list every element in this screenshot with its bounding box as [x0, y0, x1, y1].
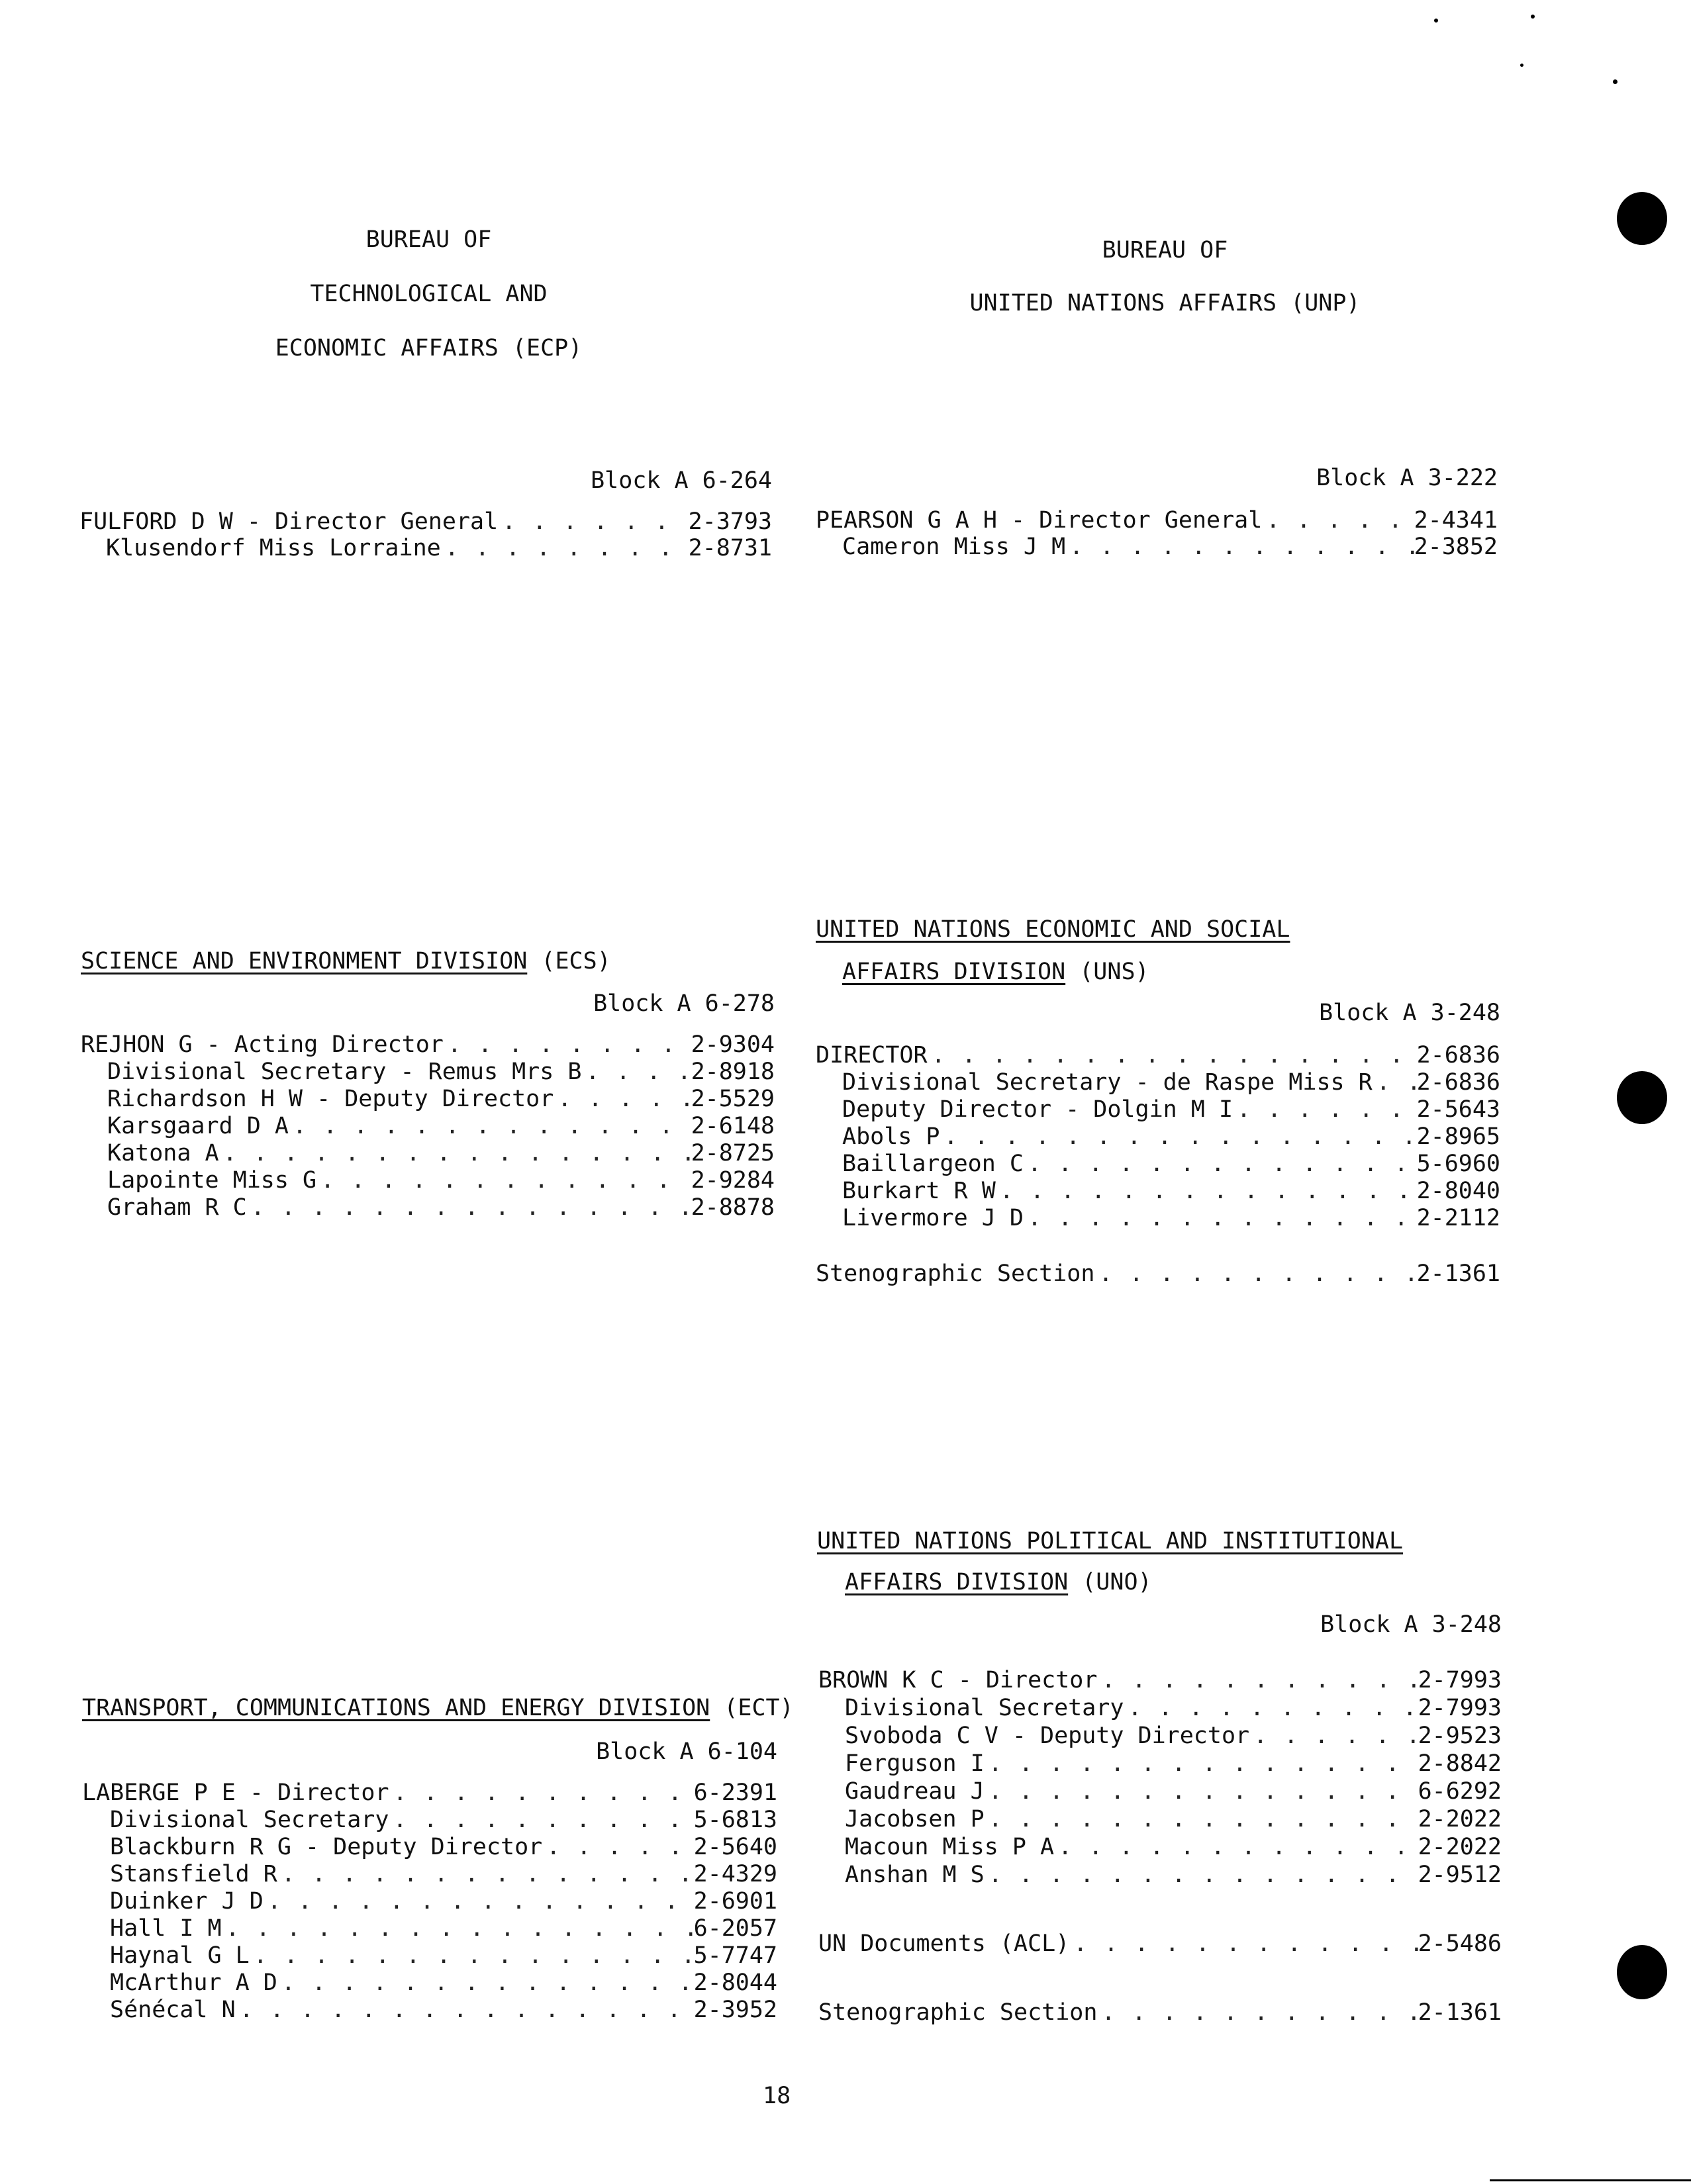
entry-row [110, 1970, 777, 1997]
division-title-uno-line2: AFFAIRS DIVISION (UNO) [845, 1569, 1152, 1595]
dot-leader [1262, 507, 1414, 534]
entry-extension: 2-2022 [1418, 1806, 1502, 1832]
dot-leader [219, 1140, 691, 1167]
entry-row-un-documents [818, 1930, 1502, 1958]
division-title-uns-line2: AFFAIRS DIVISION (UNS) [842, 959, 1149, 985]
punch-hole-top [1617, 192, 1667, 245]
entry-name: Burkart R W [842, 1178, 996, 1204]
entry-extension: 2-8878 [691, 1194, 775, 1221]
entry-row [845, 1834, 1502, 1861]
punch-hole-bottom [1617, 1945, 1667, 1999]
entry-row [110, 1942, 777, 1970]
division-title-ecs: SCIENCE AND ENVIRONMENT DIVISION (ECS) [81, 948, 611, 974]
scan-speck [1531, 15, 1535, 19]
entry-name: UN Documents (ACL) [818, 1930, 1070, 1957]
dot-leader [1097, 1999, 1418, 2026]
dot-leader [389, 1780, 694, 1807]
entry-name: Katona A [107, 1140, 219, 1166]
dot-leader [222, 1915, 694, 1942]
entry-row [110, 1807, 777, 1834]
entry-name: Duinker J D [110, 1888, 264, 1915]
dot-leader [1097, 1667, 1418, 1694]
entry-row [845, 1750, 1502, 1778]
entry-name: Blackburn R G - Deputy Director [110, 1834, 543, 1860]
entry-name: Sénécal N [110, 1997, 236, 2023]
dot-leader [250, 1942, 694, 1970]
dot-leader [498, 508, 688, 536]
dot-leader [1124, 1695, 1418, 1722]
entry-name: PEARSON G A H - Director General [816, 507, 1263, 534]
entry-extension: 2-3852 [1414, 534, 1498, 560]
entry-name: Svoboda C V - Deputy Director [845, 1723, 1250, 1749]
dot-leader [277, 1861, 694, 1888]
dot-leader [1249, 1723, 1418, 1750]
entry-row [81, 1031, 775, 1059]
entry-name: Hall I M [110, 1915, 222, 1942]
dot-leader [389, 1807, 693, 1834]
entry-name: Livermore J D [842, 1205, 1024, 1231]
entry-row [107, 1140, 775, 1167]
block-ect: Block A 6-104 [596, 1738, 777, 1765]
entry-name: Stenographic Section [818, 1999, 1098, 2026]
entry-extension: 2-6836 [1416, 1069, 1500, 1096]
dot-leader [1233, 1096, 1417, 1123]
dot-leader [264, 1888, 694, 1915]
entry-row [845, 1695, 1502, 1722]
bureau-heading-unp-line2: UNITED NATIONS AFFAIRS (UNP) [969, 290, 1361, 316]
dot-leader [277, 1970, 694, 1997]
division-title-uns-line1: UNITED NATIONS ECONOMIC AND SOCIAL [816, 916, 1290, 943]
entry-row [842, 1123, 1500, 1151]
entry-extension: 2-8842 [1418, 1750, 1502, 1777]
entry-extension: 2-9304 [691, 1031, 775, 1058]
entry-extension: 2-6148 [691, 1113, 775, 1139]
entry-row [842, 1205, 1500, 1232]
block-uns: Block A 3-248 [1319, 1000, 1500, 1026]
entry-name: LABERGE P E - Director [82, 1780, 389, 1806]
entry-row [107, 1059, 775, 1086]
entry-row [842, 534, 1498, 561]
bureau-heading-unp-line1: BUREAU OF [1102, 237, 1228, 263]
dot-leader [1054, 1834, 1418, 1861]
entry-extension: 2-8044 [693, 1970, 777, 1996]
entry-name: Anshan M S [845, 1862, 985, 1888]
entry-name: BROWN K C - Director [818, 1667, 1098, 1693]
dot-leader [985, 1806, 1418, 1833]
entry-row [110, 1997, 777, 2024]
entry-name: Richardson H W - Deputy Director [107, 1086, 554, 1112]
entry-extension: 2-8725 [691, 1140, 775, 1166]
entry-extension: 2-2022 [1418, 1834, 1502, 1860]
entry-row-steno-uns [816, 1260, 1500, 1288]
entry-row-steno-uno [818, 1999, 1502, 2026]
dot-leader [1069, 1930, 1418, 1958]
dot-leader [996, 1178, 1417, 1205]
entry-extension: 2-8040 [1416, 1178, 1500, 1204]
entry-extension: 2-9523 [1418, 1723, 1502, 1749]
entry-row [842, 1069, 1500, 1096]
entry-name: Divisional Secretary [845, 1695, 1124, 1721]
dot-leader [1373, 1069, 1417, 1096]
page-number: 18 [763, 2083, 791, 2109]
entry-row [107, 1194, 775, 1221]
dot-leader [236, 1997, 694, 2024]
block-unp: Block A 3-222 [1316, 465, 1498, 491]
entry-name: Graham R C [107, 1194, 247, 1221]
bureau-heading-ecp-line2: TECHNOLOGICAL AND [310, 281, 548, 307]
dot-leader [316, 1167, 691, 1194]
entry-extension: 6-6292 [1418, 1778, 1502, 1805]
entry-name: Stansfield R [110, 1861, 277, 1887]
entry-row [79, 508, 772, 536]
entry-row [816, 1042, 1500, 1069]
scan-speck [1520, 64, 1523, 67]
entry-extension: 2-8965 [1416, 1123, 1500, 1150]
entry-row [110, 1888, 777, 1915]
entry-row [106, 535, 772, 562]
block-ecp: Block A 6-264 [591, 467, 772, 494]
entry-row [110, 1915, 777, 1942]
dot-leader [554, 1086, 691, 1113]
entry-extension: 2-8918 [691, 1059, 775, 1085]
entry-name: Deputy Director - Dolgin M I [842, 1096, 1233, 1123]
division-code: (UNS) [1079, 959, 1149, 985]
entry-name: Divisional Secretary - Remus Mrs B [107, 1059, 582, 1085]
entry-name: Divisional Secretary [110, 1807, 389, 1833]
entry-row [82, 1780, 777, 1807]
entry-name: McArthur A D [110, 1970, 277, 1996]
entry-extension: 2-1361 [1418, 1999, 1502, 2026]
entry-row [842, 1151, 1500, 1178]
dot-leader [289, 1113, 691, 1140]
punch-hole-middle [1617, 1071, 1667, 1124]
division-title-uno-line1: UNITED NATIONS POLITICAL AND INSTITUTIONAL [817, 1528, 1404, 1554]
entry-row [110, 1834, 777, 1861]
entry-extension: 6-2391 [693, 1780, 777, 1806]
dot-leader [940, 1123, 1417, 1151]
entry-row [818, 1667, 1502, 1694]
bureau-heading-ecp-line3: ECONOMIC AFFAIRS (ECP) [275, 335, 583, 361]
entry-name: DIRECTOR [816, 1042, 928, 1068]
scan-corner-line [1490, 2179, 1691, 2181]
dot-leader [1065, 534, 1414, 561]
entry-extension: 2-7993 [1418, 1667, 1502, 1693]
entry-name: Divisional Secretary - de Raspe Miss R [842, 1069, 1373, 1096]
division-code: (ECT) [724, 1695, 794, 1721]
entry-row [110, 1861, 777, 1888]
dot-leader [444, 1031, 691, 1059]
bureau-heading-ecp-line1: BUREAU OF [365, 226, 492, 253]
entry-row [845, 1806, 1502, 1833]
entry-name: REJHON G - Acting Director [81, 1031, 444, 1058]
entry-name: Karsgaard D A [107, 1113, 289, 1139]
dot-leader [1094, 1260, 1416, 1288]
entry-name: Stenographic Section [816, 1260, 1095, 1287]
entry-extension: 2-5640 [693, 1834, 777, 1860]
dot-leader [247, 1194, 691, 1221]
scan-speck [1613, 79, 1618, 84]
entry-row [107, 1167, 775, 1194]
entry-name: Klusendorf Miss Lorraine [106, 535, 441, 561]
entry-extension: 5-7747 [693, 1942, 777, 1969]
entry-row [107, 1113, 775, 1140]
entry-extension: 2-5486 [1418, 1930, 1502, 1957]
entry-row [816, 507, 1498, 534]
entry-row [842, 1096, 1500, 1123]
entry-extension: 2-7993 [1418, 1695, 1502, 1721]
entry-row [845, 1723, 1502, 1750]
entry-name: Abols P [842, 1123, 940, 1150]
entry-extension: 2-8731 [688, 535, 772, 561]
entry-extension: 2-3952 [693, 1997, 777, 2023]
entry-extension: 2-5643 [1416, 1096, 1500, 1123]
entry-name: Cameron Miss J M [842, 534, 1066, 560]
entry-extension: 2-1361 [1416, 1260, 1500, 1287]
division-code: (ECS) [541, 948, 611, 974]
division-title-ect: TRANSPORT, COMMUNICATIONS AND ENERGY DIVISION (ECT) [82, 1695, 794, 1721]
dot-leader [1024, 1151, 1417, 1178]
dot-leader [1024, 1205, 1417, 1232]
block-ecs: Block A 6-278 [593, 990, 775, 1017]
entry-extension: 2-5529 [691, 1086, 775, 1112]
entry-extension: 5-6813 [693, 1807, 777, 1833]
entry-extension: 5-6960 [1416, 1151, 1500, 1177]
entry-extension: 2-4341 [1414, 507, 1498, 534]
division-code: (UNO) [1082, 1569, 1152, 1595]
dot-leader [928, 1042, 1417, 1069]
entry-extension: 2-2112 [1416, 1205, 1500, 1231]
entry-name: Baillargeon C [842, 1151, 1024, 1177]
entry-name: Lapointe Miss G [107, 1167, 317, 1194]
entry-extension: 2-3793 [688, 508, 772, 535]
entry-extension: 2-4329 [693, 1861, 777, 1887]
dot-leader [581, 1059, 691, 1086]
dot-leader [985, 1750, 1418, 1778]
entry-row [107, 1086, 775, 1113]
dot-leader [985, 1778, 1418, 1805]
dot-leader [985, 1862, 1418, 1889]
entry-extension: 2-6901 [693, 1888, 777, 1915]
dot-leader [441, 535, 689, 562]
entry-name: Jacobsen P [845, 1806, 985, 1832]
entry-row [845, 1862, 1502, 1889]
entry-extension: 2-9284 [691, 1167, 775, 1194]
scan-speck [1434, 19, 1438, 23]
entry-name: Gaudreau J [845, 1778, 985, 1805]
entry-extension: 2-9512 [1418, 1862, 1502, 1888]
entry-name: Macoun Miss P A [845, 1834, 1055, 1860]
entry-name: FULFORD D W - Director General [79, 508, 499, 535]
dot-leader [542, 1834, 693, 1861]
entry-extension: 2-6836 [1416, 1042, 1500, 1068]
entry-name: Haynal G L [110, 1942, 250, 1969]
entry-extension: 6-2057 [693, 1915, 777, 1942]
entry-row [845, 1778, 1502, 1805]
entry-name: Ferguson I [845, 1750, 985, 1777]
entry-row [842, 1178, 1500, 1205]
block-uno: Block A 3-248 [1320, 1611, 1502, 1638]
